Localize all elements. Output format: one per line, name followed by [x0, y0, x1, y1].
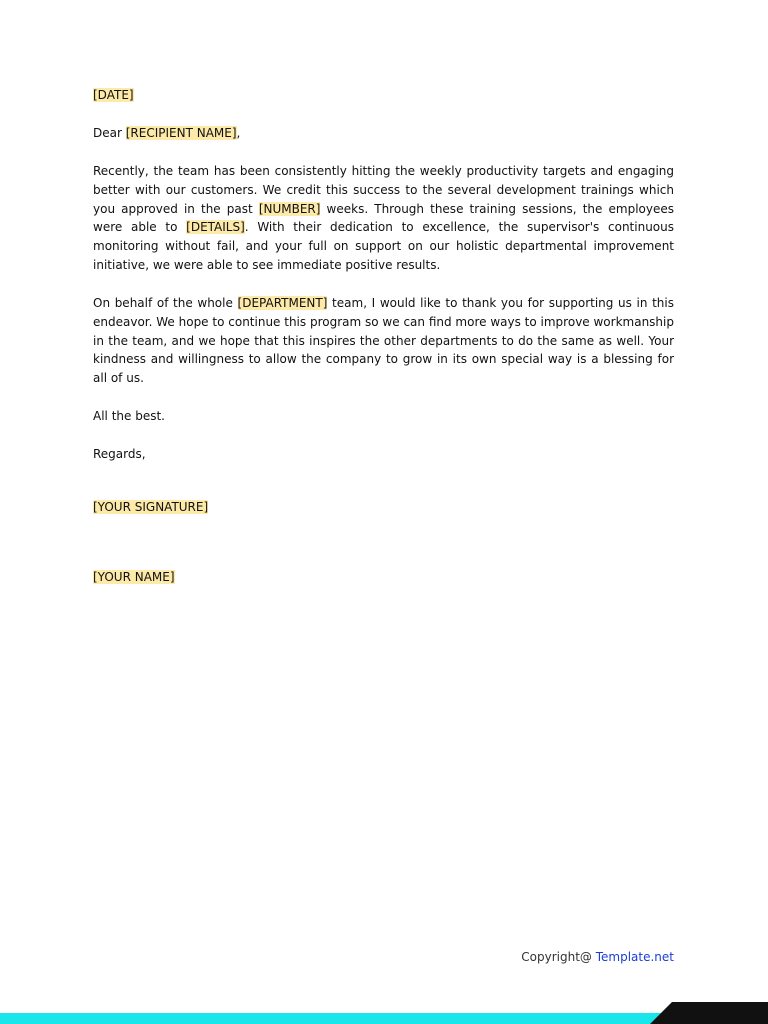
name-placeholder: [YOUR NAME]	[93, 570, 175, 584]
details-placeholder: [DETAILS]	[186, 220, 245, 235]
brand-link[interactable]: Template.net	[595, 950, 674, 964]
recipient-placeholder: [RECIPIENT NAME]	[125, 126, 237, 140]
para1-text-1: Recently, the team has been consistently hitting the weekly productivity targets and engaging better with our customers. We credit this success to the several development trainings which you approved in the past	[93, 164, 674, 216]
signature-placeholder: [YOUR SIGNATURE]	[93, 500, 209, 514]
para1-text-3: . With their dedication to excellence, the supervisor's continuous monitoring without fail, and your full on support on our holistic departmental improvement initiative, we were able to see immediate positive results.	[93, 220, 674, 272]
date-line	[93, 86, 674, 105]
body-paragraph-2	[93, 294, 674, 388]
number-placeholder: [NUMBER]	[258, 201, 321, 216]
date-placeholder: [DATE]	[93, 88, 134, 102]
copyright-prefix: Copyright@	[521, 950, 596, 964]
salutation	[93, 124, 674, 143]
para2-text-2: team, I would like to thank you for supporting us in this endeavor. We hope to continue this program so we can find more ways to improve workmanship in the team, and we hope that this inspires the other departments to do the same as well. Your kindness and willingness to allow the company to grow in its own special way is a blessing for all of us.	[93, 296, 674, 386]
footer-dark-corner	[650, 1002, 768, 1024]
copyright-notice	[521, 949, 674, 965]
closing-line: All the best.	[93, 409, 165, 423]
salutation-suffix: ,	[236, 126, 241, 140]
para1-text-2: weeks. Through these training sessions, the employees were able to	[93, 201, 674, 235]
name-line	[93, 568, 674, 587]
department-placeholder: [DEPARTMENT]	[237, 296, 328, 310]
regards-line: Regards,	[93, 447, 146, 461]
body-paragraph-1	[93, 162, 674, 275]
para2-text-1: On behalf of the whole	[93, 296, 238, 310]
signature-line	[93, 498, 674, 517]
footer-decoration	[0, 1000, 768, 1024]
salutation-prefix: Dear	[93, 126, 126, 140]
